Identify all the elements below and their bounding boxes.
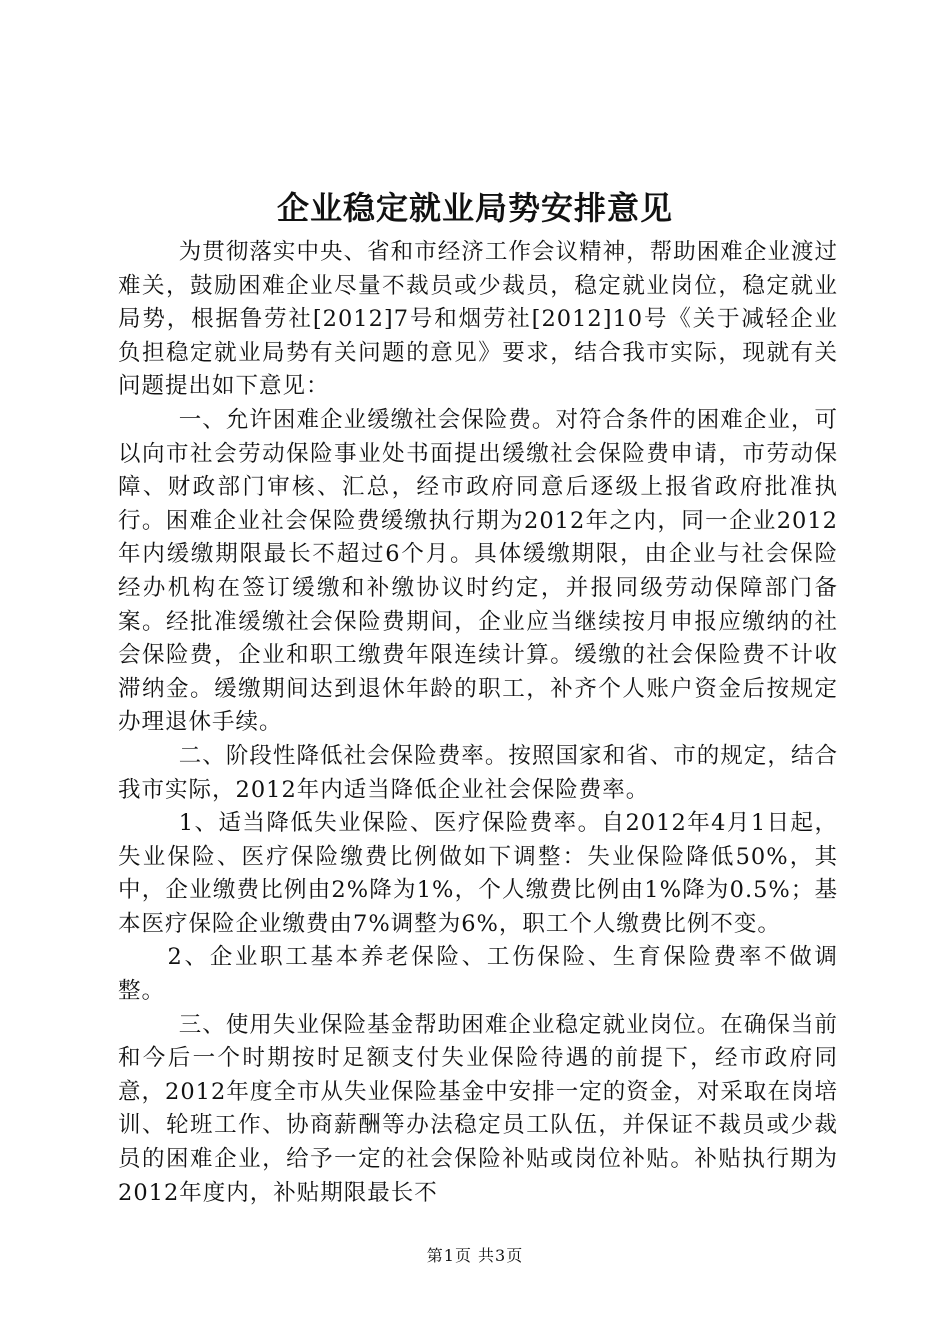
document-body [118,236,838,1210]
page-number-footer: 第1页 共3页 [426,1246,524,1265]
paragraph-section-2: 二、阶段性降低社会保险费率。按照国家和省、市的规定，结合我市实际，2012年内适当降低企业社会保险费率。 [118,742,838,803]
paragraph-item-2: 2、企业职工基本养老保险、工伤保险、生育保险费率不做调整。 [118,944,838,1005]
document-title: 企业稳定就业局势安排意见 [276,189,673,227]
paragraph-intro: 为贯彻落实中央、省和市经济工作会议精神，帮助困难企业渡过难关，鼓励困难企业尽量不裁员或少裁员，稳定就业岗位，稳定就业局势，根据鲁劳社[2012]7号和烟劳社[2012]10号《关于减轻企业负担稳定就业局势有关问题的意见》要求，结合我市实际，现就有关问题提出如下意见： [118,239,838,400]
paragraph-item-1: 1、适当降低失业保险、医疗保险费率。自2012年4月1日起，失业保险、医疗保险缴费比例做如下调整：失业保险降低50%，其中，企业缴费比例由2%降为1%，个人缴费比例由1%降为0.5%；基本医疗保险企业缴费由7%调整为6%，职工个人缴费比例不变。 [118,810,838,937]
paragraph-section-1: 一、允许困难企业缓缴社会保险费。对符合条件的困难企业，可以向市社会劳动保险事业处书面提出缓缴社会保险费申请，市劳动保障、财政部门审核、汇总，经市政府同意后逐级上报省政府批准执行。困难企业社会保险费缓缴执行期为2012年之内，同一企业2012年内缓缴期限最长不超过6个月。具体缓缴期限，由企业与社会保险经办机构在签订缓缴和补缴协议时约定，并报同级劳动保障部门备案。经批准缓缴社会保险费期间，企业应当继续按月申报应缴纳的社会保险费，企业和职工缴费年限连续计算。缓缴的社会保险费不计收滞纳金。缓缴期间达到退休年龄的职工，补齐个人账户资金后按规定办理退休手续。 [118,406,838,736]
paragraph-section-3: 三、使用失业保险基金帮助困难企业稳定就业岗位。在确保当前和今后一个时期按时足额支付失业保险待遇的前提下，经市政府同意，2012年度全市从失业保险基金中安排一定的资金，对采取在岗培训、轮班工作、协商薪酬等办法稳定员工队伍，并保证不裁员或少裁员的困难企业，给予一定的社会保险补贴或岗位补贴。补贴执行期为2012年度内，补贴期限最长不 [118,1011,838,1206]
